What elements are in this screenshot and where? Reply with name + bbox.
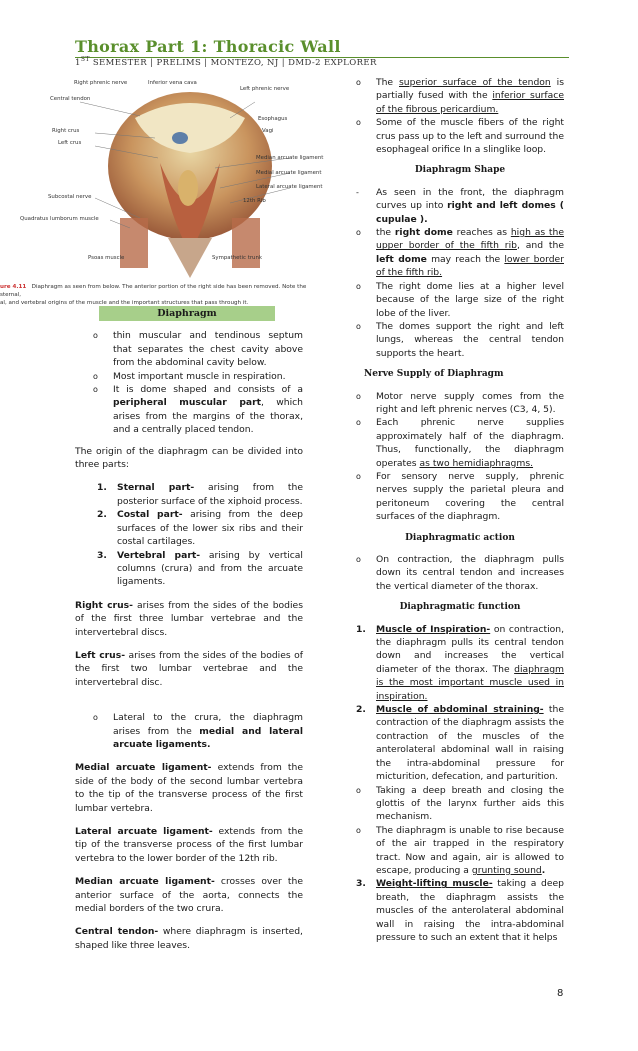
list-item: o Motor nerve supply comes from the right and left phrenic nerves (C3, 4, 5). xyxy=(356,390,564,415)
section-heading-nerve: Nerve Supply of Diaphragm xyxy=(364,369,504,380)
list-item: 1. Sternal part- arising from the posterior surface of the xiphoid process. xyxy=(97,482,303,507)
list-item: o The diaphragm is unable to rise because of the air trapped in the respiratory tract. Now and again, air is allowed to escape, producing a grunting sound. xyxy=(356,824,564,876)
medial-arcuate-para: Medial arcuate ligament- extends from the side of the body of the second lumbar vertebra to the tip of the transverse process of the first lumbar vertebra. xyxy=(75,762,303,814)
list-item: - As seen in the front, the diaphragm curves up into right and left domes ( cupulae ). xyxy=(356,186,564,225)
page-title: Thorax Part 1: Thoracic Wall xyxy=(75,37,341,56)
list-item: o For sensory nerve supply, phrenic nerves supply the parietal pleura and peritoneum covering the central surfaces of the diaphragm. xyxy=(356,470,564,523)
list-item: o Lateral to the crura, the diaphragm arises from the medial and lateral arcuate ligaments. xyxy=(93,712,303,750)
lateral-arcuate-para: Lateral arcuate ligament- extends from the tip of the transverse process of the first lumbar vertebra to the lower border of the 12th rib. xyxy=(75,826,303,864)
page-subtitle: 1ST SEMESTER | PRELIMS | MONTEZO, NJ | DMD-2 EXPLORER xyxy=(75,56,377,68)
diaphragm-figure xyxy=(20,78,330,278)
list-item: o Each phrenic nerve supplies approximately half of the diaphragm. Thus, functionally, the diaphragm operates as two hemidiaphragms. xyxy=(356,417,564,469)
label-ivc: Inferior vena cava xyxy=(148,80,197,86)
section-heading-function: Diaphragmatic function xyxy=(399,602,521,613)
label-subcostal: Subcostal nerve xyxy=(48,194,92,200)
list-item: o Some of the muscle fibers of the right crus pass up to the left and surround the esophageal orifice In a slinglike loop. xyxy=(356,117,564,156)
label-12th-rib: 12th Rib xyxy=(243,198,266,204)
label-central-tendon: Central tendon xyxy=(50,96,91,102)
figure-caption: ure 4.11 Diaphragm as seen from below. The anterior portion of the right side has been removed. Note the sternal, al, and vertebral origins of the muscle and the important structures that pass through it. xyxy=(0,284,307,306)
list-item: 3. Vertebral part- arising by vertical columns (crura) and from the arcuate ligaments. xyxy=(97,549,303,588)
label-quadratus: Quadratus lumborum muscle xyxy=(20,216,99,222)
list-item: o The domes support the right and left lungs, whereas the central tendon supports the heart. xyxy=(356,320,564,359)
section-heading-action: Diaphragmatic action xyxy=(405,532,515,543)
label-sympathetic: Sympathetic trunk xyxy=(212,255,263,261)
list-item: o The right dome lies at a higher level because of the large size of the right lobe of the liver. xyxy=(356,280,564,319)
label-vagi: Vagi xyxy=(262,128,274,134)
list-item: o The superior surface of the tendon is partially fused with the inferior surface of the fibrous pericardium. xyxy=(356,77,565,115)
label-median-arcuate: Median arcuate ligament xyxy=(256,155,324,161)
list-item: o thin muscular and tendinous septum that separates the chest cavity above from the abdominal cavity below. xyxy=(93,330,303,369)
list-item: o It is dome shaped and consists of a peripheral muscular part, which arises from the margins of the thorax, and a centrally placed tendon. xyxy=(93,384,303,436)
list-item: o the right dome reaches as high as the upper border of the fifth rib, and the left dome may reach the lower border of the fifth rib. xyxy=(356,227,565,279)
median-arcuate-para: Median arcuate ligament- crosses over the anterior surface of the aorta, connects the medial borders of the two crura. xyxy=(75,876,303,915)
list-item: o On contraction, the diaphragm pulls down its central tendon and increases the vertical diameter of the thorax. xyxy=(356,554,564,592)
central-tendon-para: Central tendon- where diaphragm is inserted, shaped like three leaves. xyxy=(75,926,303,951)
left-column xyxy=(75,306,303,962)
label-lateral-arcuate: Lateral arcuate ligament xyxy=(256,184,323,190)
list-item: 2. Muscle of abdominal straining- the contraction of the diaphragm assists the contraction of the muscles of the anterolateral abdominal wall in raising the intra-abdominal pressure for micturition, defecation, and parturition. xyxy=(356,704,564,783)
label-medial-arcuate: Medial arcuate ligament xyxy=(256,170,322,176)
list-item: 2. Costal part- arising from the deep surfaces of the lower six ribs and their costal cartilages. xyxy=(97,509,303,548)
list-item: 1. Muscle of Inspiration- on contraction, the diaphragm pulls its central tendon down and increases the vertical diameter of the thorax. The diaphragm is the most important muscle used in inspiration. xyxy=(356,623,564,702)
right-crus-para: Right crus- arises from the sides of the bodies of the first three lumbar vertebrae and the intervertebral discs. xyxy=(75,599,303,638)
section-heading-shape: Diaphragm Shape xyxy=(414,165,506,176)
label-right-phrenic: Right phrenic nerve xyxy=(74,80,128,86)
right-column xyxy=(356,76,564,944)
origin-intro: The origin of the diaphragm can be divided into three parts: xyxy=(75,445,303,471)
label-right-crus: Right crus xyxy=(52,128,80,134)
diaphragm-illustration xyxy=(40,78,330,278)
label-left-crus: Left crus xyxy=(58,140,82,146)
label-psoas: Psoas muscle xyxy=(88,255,125,261)
list-item: 3. Weight-lifting muscle- taking a deep breath, the diaphragm assists the muscles of the anterolateral abdominal wall in raising the intra-abdominal pressure to such an extent that it helps xyxy=(356,878,564,943)
list-item: o Most important muscle in respiration. xyxy=(93,370,286,382)
section-heading-diaphragm: Diaphragm xyxy=(99,306,275,321)
label-esophagus: Esophagus xyxy=(258,116,288,122)
label-left-phrenic: Left phrenic nerve xyxy=(240,86,290,92)
left-crus-para: Left crus- arises from the sides of the bodies of the first two lumbar vertebrae and the intervertebral disc. xyxy=(75,649,303,688)
page-number: 8 xyxy=(557,988,564,999)
list-item: o Taking a deep breath and closing the glottis of the larynx further aids this mechanism. xyxy=(356,784,564,823)
